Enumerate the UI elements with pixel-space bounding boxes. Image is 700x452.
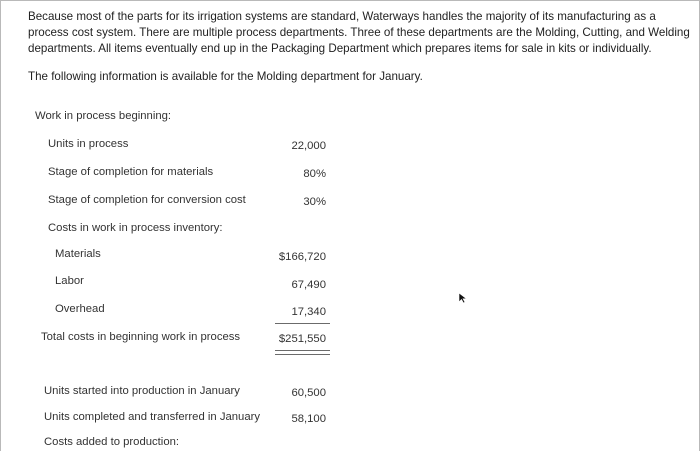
materials-label: Materials	[55, 248, 101, 260]
total-costs-value: $251,550	[278, 333, 326, 345]
total-double-rule	[275, 350, 330, 355]
costs-added-label: Costs added to production:	[44, 436, 180, 448]
intro-paragraph: Because most of the parts for its irrigation systems are standard, Waterways handles the majority of its manufacturing as a process cost system. There are multiple process departments. Three of these departments are the Molding, Cutting, and Welding departments. All items eventually end up in the Packaging Department which prepares items for sale in kits or individually.	[28, 10, 690, 55]
labor-label: Labor	[55, 275, 84, 287]
costs-inventory-heading: Costs in work in process inventory:	[48, 222, 223, 234]
units-in-process-value: 22,000	[291, 140, 326, 152]
stage-materials-value: 80%	[303, 168, 326, 180]
total-costs-label: Total costs in beginning work in process	[41, 331, 241, 343]
overhead-label: Overhead	[55, 303, 105, 315]
stage-conversion-label: Stage of completion for conversion cost	[48, 194, 246, 206]
stage-conversion-value: 30%	[303, 196, 326, 208]
overhead-value: 17,340	[291, 306, 326, 318]
units-started-label: Units started into production in January	[44, 385, 240, 397]
materials-value: $166,720	[278, 251, 326, 263]
labor-value: 67,490	[291, 279, 326, 291]
wip-heading: Work in process beginning:	[35, 110, 172, 122]
units-started-value: 60,500	[291, 387, 326, 399]
available-info-text: The following information is available for the Molding department for January.	[28, 70, 423, 83]
stage-materials-label: Stage of completion for materials	[48, 166, 214, 178]
mouse-cursor-icon	[457, 292, 469, 304]
units-completed-value: 58,100	[291, 413, 326, 425]
units-in-process-label: Units in process	[48, 138, 129, 150]
units-completed-label: Units completed and transferred in January	[44, 411, 261, 423]
subtotal-rule	[275, 323, 330, 324]
